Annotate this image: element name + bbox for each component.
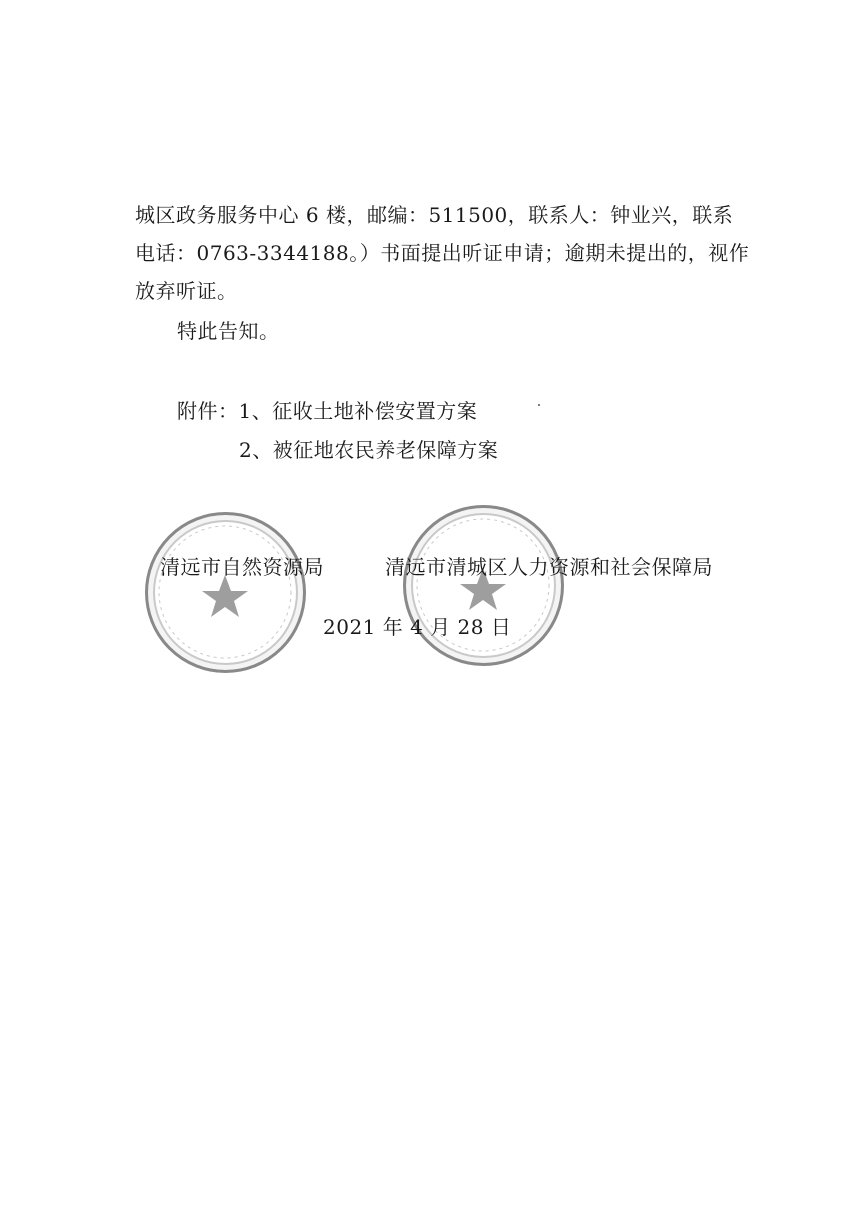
signature-left: 清远市自然资源局 <box>160 555 324 579</box>
attachment-item: 2、被征地农民养老保障方案 <box>239 438 499 462</box>
left-seal-star-icon <box>148 515 303 670</box>
notice-paragraph <box>135 196 750 310</box>
scan-speck <box>538 404 540 406</box>
paragraph-line: 电话：0763-3344188。）书面提出听证申请；逾期未提出的，视作 <box>135 241 750 265</box>
closing-text: 特此告知。 <box>177 319 280 343</box>
paragraph-line: 放弃听证。 <box>135 279 238 303</box>
paragraph-line: 城区政务服务中心 6 楼，邮编：511500，联系人：钟业兴，联系 <box>135 203 734 227</box>
signature-right: 清远市清城区人力资源和社会保障局 <box>385 555 713 579</box>
attachment-line-1 <box>177 396 477 426</box>
left-official-seal <box>145 512 306 673</box>
issue-date: 2021 年 4 月 28 日 <box>323 615 512 639</box>
attachment-prefix: 附件： <box>177 399 239 423</box>
attachment-item: 1、征收土地补偿安置方案 <box>238 399 478 423</box>
